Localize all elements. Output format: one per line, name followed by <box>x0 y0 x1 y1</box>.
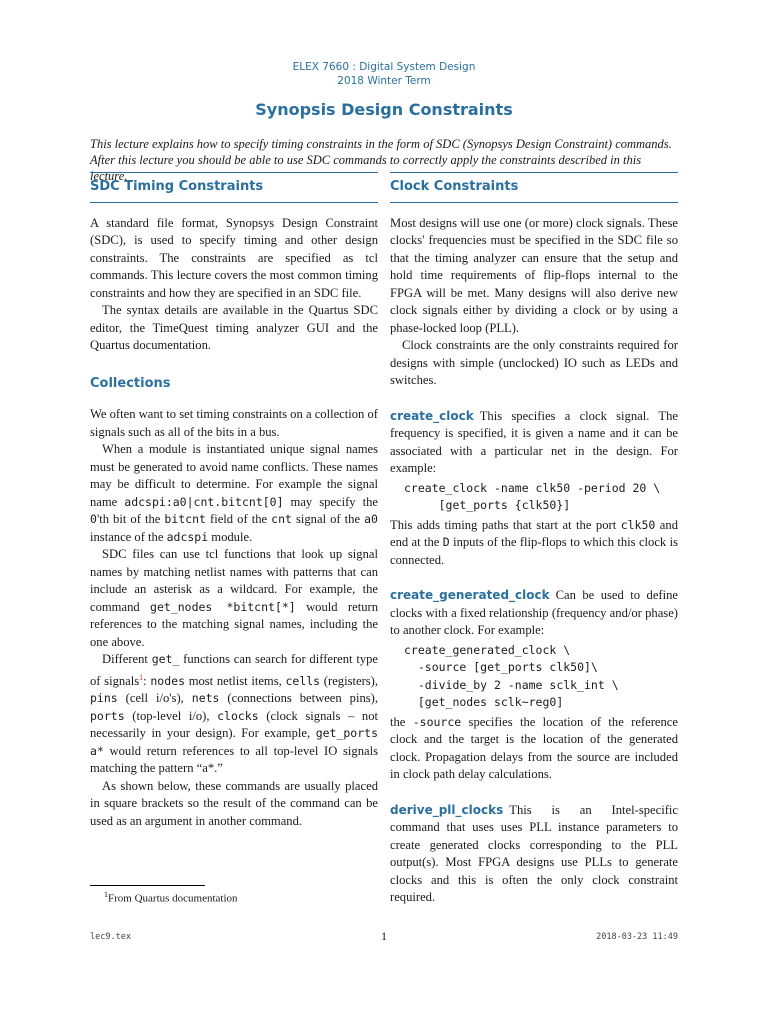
right-column <box>390 172 678 907</box>
paragraph: A standard file format, Synopsys Design Constraint (SDC), is used to specify timing and other design constraints. The constraints are specified as tcl commands. This lecture covers the most common timing constraints and how they are specified in an SDC file. <box>90 215 378 300</box>
footer-filename: lec9.tex <box>90 932 131 942</box>
page-number: 1 <box>381 929 387 943</box>
code-block: create_generated_clock \ -source [get_ports clk50]\ -divide_by 2 -name sclk_int \ [get_nodes sclk~reg0] <box>404 642 619 709</box>
derive-pll-clocks-entry: derive_pll_clocks This is an Intel-specific command that uses uses PLL instance parameters to create generated clocks corresponding to the PLL output(s). Most FPGA designs use PLLs to generate clocks and this is often the only clock constraint required. <box>390 802 678 904</box>
section-title-collections: Collections <box>90 375 171 391</box>
footnote-ref[interactable]: 1 <box>139 672 144 682</box>
paragraph: As shown below, these commands are usually placed in square brackets so the result of the command can be used as an argument in another command. <box>90 778 378 828</box>
paragraph: This adds timing paths that start at the port clk50 and end at the D inputs of the flip-flops to which this clock is connected. <box>390 517 678 567</box>
course-header <box>0 60 768 88</box>
term-create-generated-clock: create_generated_clock <box>390 588 550 602</box>
code-block: create_clock -name clk50 -period 20 \ [get_ports {clk50}] <box>404 480 661 512</box>
footnote-mark: 1 <box>104 890 108 899</box>
create-clock-entry: create_clock This specifies a clock signal. The frequency is specified, it is given a name and it can be associated with a particular net in the design. For example: <box>390 408 678 475</box>
create-generated-clock-entry: create_generated_clock Can be used to define clocks with a fixed relationship (frequency and/or phase) to another clock. For example: <box>390 588 678 637</box>
course-name: ELEX 7660 : Digital System Design <box>292 61 476 73</box>
section-title-sdc: SDC Timing Constraints <box>90 172 378 203</box>
course-term: 2018 Winter Term <box>337 75 431 87</box>
left-column <box>90 172 378 830</box>
footnote-rule <box>90 885 205 886</box>
paragraph: The syntax details are available in the Quartus SDC editor, the TimeQuest timing analyzer GUI and the Quartus documentation. <box>90 303 378 352</box>
paragraph: Clock constraints are the only constraints required for designs with simple (unclocked) IO such as LEDs and switches. <box>390 338 678 387</box>
footnote: $^1$From Quartus documentation <box>104 890 238 905</box>
footer-date: 2018-03-23 11:49 <box>596 932 678 942</box>
abstract: This lecture explains how to specify timing constraints in the form of SDC (Synopsys Design Constraint) commands. After this lecture you should be able to use SDC commands to correctly apply the constraints described in this lecture. <box>90 137 672 183</box>
term-create-clock: create_clock <box>390 408 474 423</box>
section-title-clock: Clock Constraints <box>390 172 678 203</box>
paragraph: When a module is instantiated unique signal names must be generated to avoid name conflicts. These names may be difficult to determine. For example the signal name adcspi:a0|cnt.bitcnt[0] may specify the 0'th bit of the bitcnt field of the cnt signal of the a0 instance of the adcspi module. <box>90 442 378 544</box>
paragraph: the -source specifies the location of the reference clock and the target is the location of the generated clock. Propagation delays from the source are included in clock path delay calculations. <box>390 714 678 781</box>
paragraph: SDC files can use tcl functions that look up signal names by matching netlist names with patterns that can include an asterisk as a wildcard. For example, the command get_nodes *bitcnt[*] would return references to the matching signal names, including the one above. <box>90 547 378 649</box>
paragraph: Most designs will use one (or more) clock signals. These clocks' frequencies must be specified in the SDC file so that the timing analyzer can ensure that the setup and hold time requirements of flip-flops internal to the FPGA will be met. Many designs will also derive new clock signals either by dividing a clock or by using a phase-locked loop (PLL). <box>390 215 678 335</box>
paragraph: Different get_ functions can search for different type of signals$^1$: nodes most netlist items, cells (registers), pins (cell i/o's), nets (connections between pins), ports (top-level i/o), clocks (clock signals – not necessarily in your design). For example, get_ports a* would return references to all top-level IO signals matching the pattern “a*.” <box>90 652 379 776</box>
paragraph: We often want to set timing constraints on a collection of signals such as all of the bits in a bus. <box>90 407 378 439</box>
term-derive-pll-clocks: derive_pll_clocks <box>390 802 504 817</box>
page-title: Synopsis Design Constraints <box>255 100 513 119</box>
